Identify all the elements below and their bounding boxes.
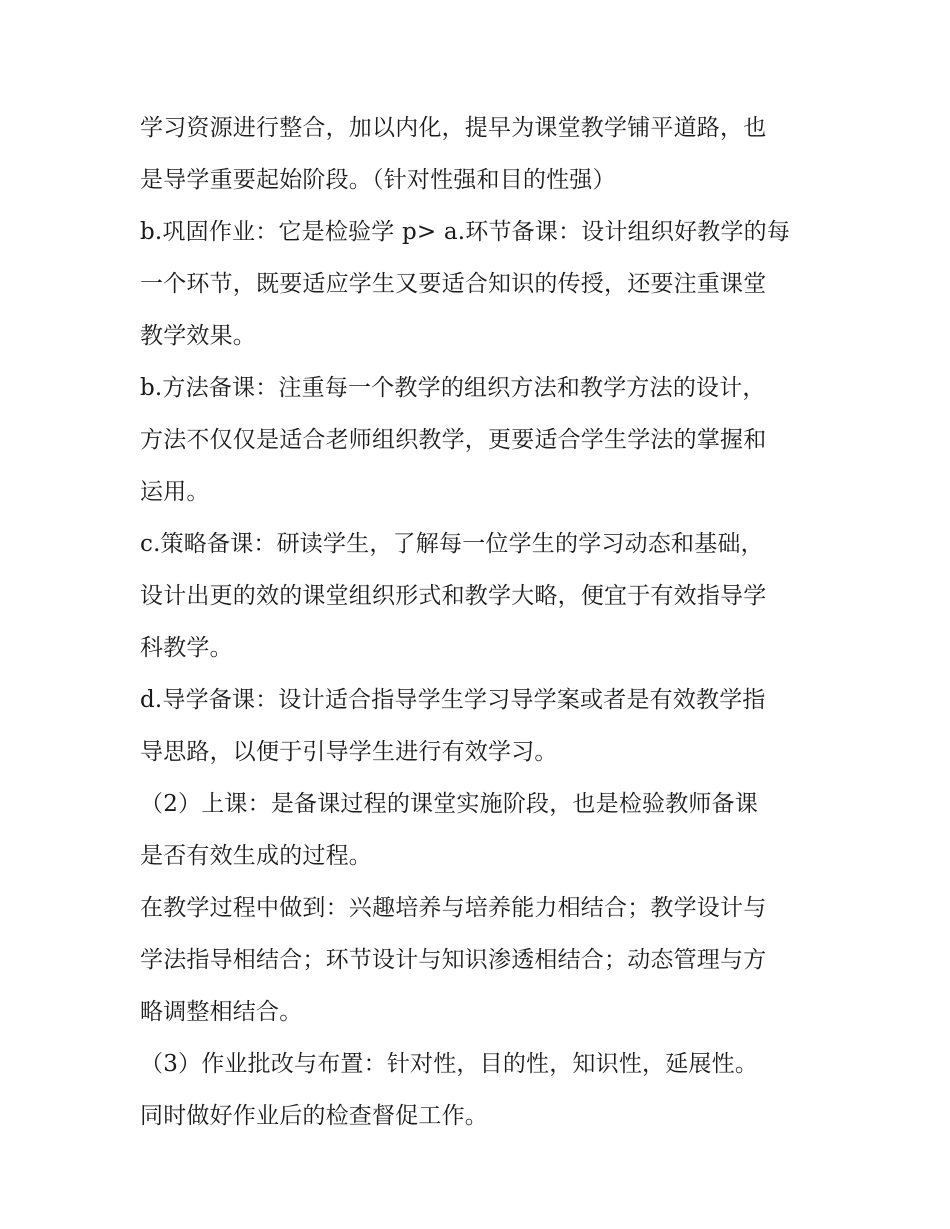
text-line: 一个环节，既要适应学生又要适合知识的传授，还要注重课堂 — [140, 271, 767, 297]
text-line: （2）上课：是备课过程的课堂实施阶段，也是检验教师备课 — [140, 791, 759, 817]
text-line: d.导学备课：设计适合指导学生学习导学案或者是有效教学指 — [140, 687, 766, 713]
text-line: （3）作业批改与布置：针对性，目的性，知识性，延展性。 — [140, 1051, 759, 1077]
text-line: 是导学重要起始阶段。（针对性强和目的性强） — [140, 167, 616, 193]
text-line: 导思路，以便于引导学生进行有效学习。 — [140, 739, 558, 765]
text-line: 方法不仅仅是适合老师组织教学，更要适合学生学法的掌握和 — [140, 427, 767, 453]
text-line: 略调整相结合。 — [140, 999, 303, 1025]
text-line: 运用。 — [140, 479, 210, 505]
text-line: 科教学。 — [140, 635, 233, 661]
text-line: 学习资源进行整合，加以内化，提早为课堂教学铺平道路，也 — [140, 115, 767, 141]
text-line: 同时做好作业后的检查督促工作。 — [140, 1103, 488, 1129]
text-line: 是否有效生成的过程。 — [140, 843, 372, 869]
text-line: 学法指导相结合；环节设计与知识渗透相结合；动态管理与方 — [140, 947, 767, 973]
text-line: 在教学过程中做到：兴趣培养与培养能力相结合；教学设计与 — [140, 895, 767, 921]
text-line: b.方法备课：注重每一个教学的组织方法和教学方法的设计， — [140, 375, 766, 401]
text-line: c.策略备课：研读学生，了解每一位学生的学习动态和基础， — [140, 531, 764, 557]
text-line: b.巩固作业：它是检验学 p> a.环节备课：设计组织好教学的每 — [140, 219, 791, 245]
document-body — [140, 102, 820, 1142]
text-line: 教学效果。 — [140, 323, 256, 349]
text-line: 设计出更的效的课堂组织形式和教学大略，便宜于有效指导学 — [140, 583, 767, 609]
